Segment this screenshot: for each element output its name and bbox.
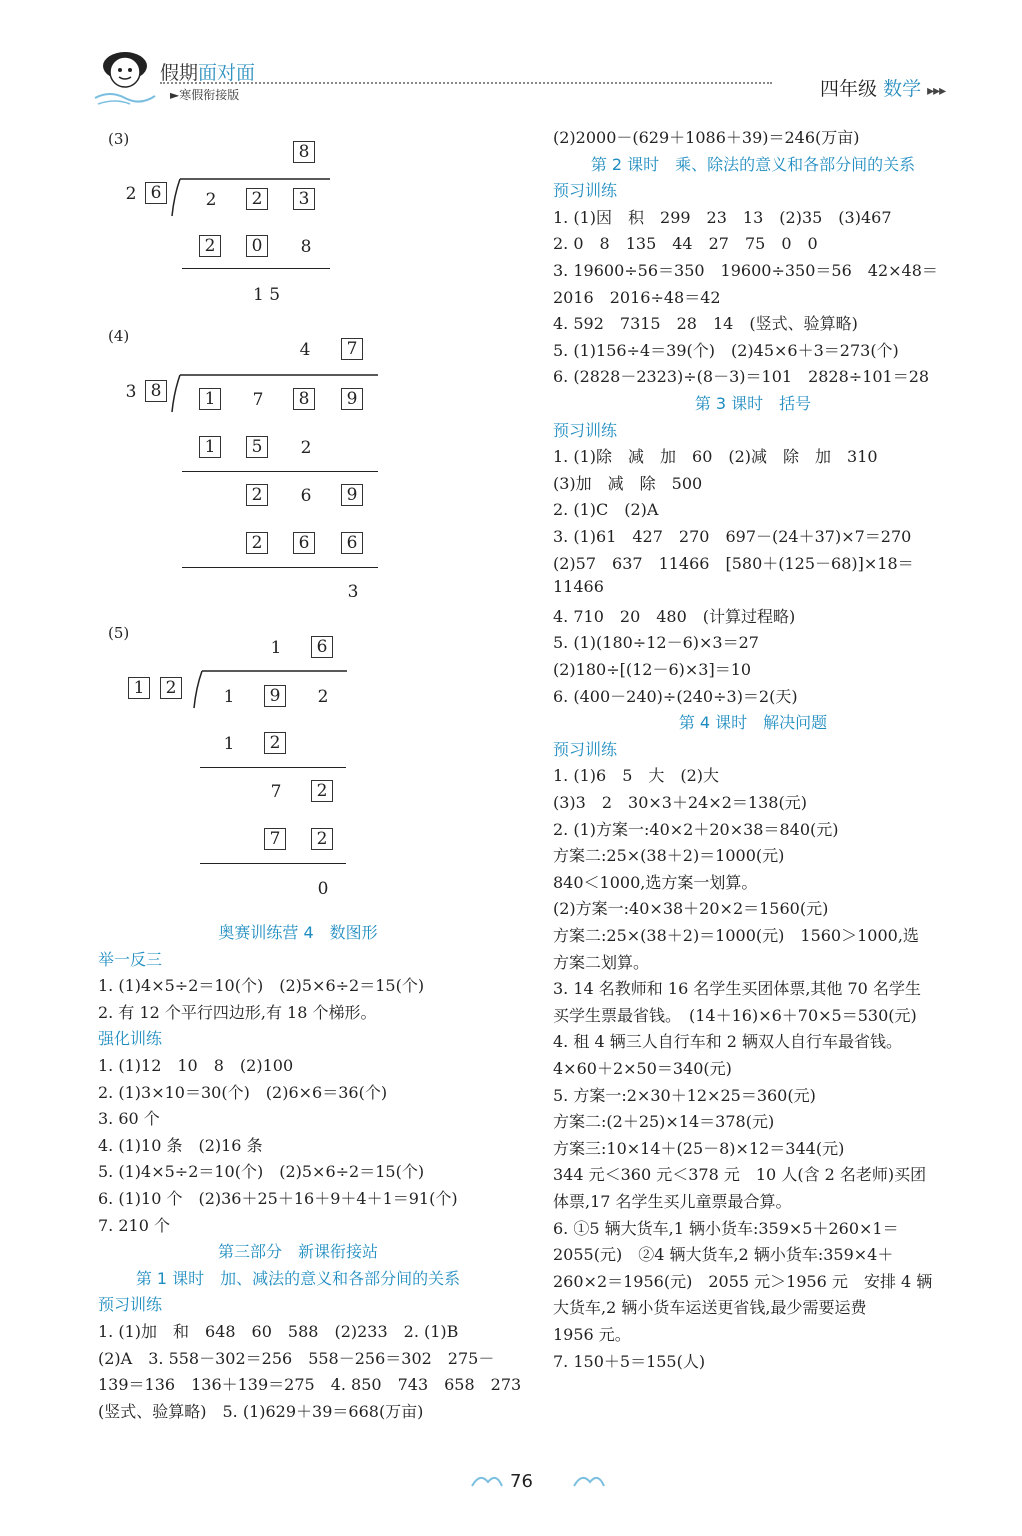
divisor-digit: 8 [145, 380, 167, 402]
answer-line: 1. (1)因 积 299 23 13 (2)35 (3)467 [553, 207, 892, 227]
product-digit: 6 [341, 532, 363, 554]
quotient-digit: 6 [311, 636, 333, 658]
answer-line: 6. (2828－2323)÷(8－3)＝101 2828÷101＝28 [553, 367, 930, 387]
remainder: 1 5 [253, 285, 281, 305]
section-heading: 第 2 课时 乘、除法的意义和各部分间的关系 [590, 154, 916, 174]
difference-digit: 2 [311, 780, 333, 802]
answer-line: (3)加 减 除 500 [553, 473, 703, 493]
answer-line: 7. 210 个 [98, 1215, 170, 1235]
page-ornament-right-icon [572, 1470, 606, 1494]
answer-line: 1. (1)6 5 大 (2)大 [553, 766, 720, 786]
product-digit: 2 [300, 438, 312, 458]
difference-digit: 9 [341, 484, 363, 506]
answer-line: (2)A 3. 558－302＝256 558－256＝302 275－ [98, 1348, 495, 1368]
divisor-digit: 6 [145, 182, 167, 204]
divisor-digit: 3 [125, 382, 137, 402]
answer-line: 方案二:(2＋25)×14＝378(元) [553, 1112, 775, 1132]
answer-line: 840＜1000,选方案一划算。 [553, 872, 758, 892]
answer-line: 4. 710 20 480 (计算过程略) [553, 606, 796, 626]
section-heading: 第三部分 新课衔接站 [217, 1242, 378, 1262]
answer-line: 2. (1)方案一:40×2＋20×38＝840(元) [553, 819, 839, 839]
answer-line: 139＝136 136＋139＝275 4. 850 743 658 273 [98, 1375, 522, 1395]
answer-line: 260×2＝1956(元) 2055 元＞1956 元 安排 4 辆 [553, 1271, 933, 1291]
answer-line: 2. 有 12 个平行四边形,有 18 个梯形。 [98, 1002, 377, 1022]
answer-line: 5. (1)(180÷12－6)×3＝27 [553, 633, 759, 653]
answer-line: 方案二:25×(38＋2)＝1000(元) 1560＞1000,选 [553, 926, 919, 945]
answer-line: (竖式、验算略) 5. (1)629＋39＝668(万亩) [98, 1401, 424, 1421]
answer-line: 4. 592 7315 28 14 (竖式、验算略) [553, 314, 858, 334]
answer-line: 3. (1)61 427 270 697－(24＋37)×7＝270 [553, 527, 912, 546]
answer-line: 6. (1)10 个 (2)36＋25＋16＋9＋4＋1＝91(个) [98, 1189, 458, 1208]
product-digit: 7 [264, 828, 286, 850]
subtraction-line [182, 268, 330, 269]
quotient-digit: 4 [299, 340, 311, 360]
quotient-digit: 1 [270, 638, 282, 658]
page-number: 76 [510, 1471, 533, 1492]
difference-digit: 2 [246, 484, 268, 506]
quotient-digit: 8 [293, 141, 315, 163]
answer-line: (2)方案一:40×38＋20×2＝1560(元) [553, 899, 829, 919]
dividend-digit: 1 [223, 687, 235, 707]
subsection-heading: 举一反三 [98, 949, 163, 969]
dividend-digit: 3 [293, 188, 315, 210]
dividend-digit: 2 [205, 190, 217, 210]
product-digit: 8 [300, 237, 312, 257]
subsection-heading: 预习训练 [553, 181, 618, 201]
dividend-digit: 2 [317, 687, 329, 707]
answer-line: 1. (1)12 10 8 (2)100 [98, 1056, 294, 1075]
dividend-digit: 8 [293, 388, 315, 410]
dividend-digit: 7 [252, 390, 264, 410]
remainder: 3 [347, 582, 359, 602]
answer-line: 4×60＋2×50＝340(元) [553, 1059, 732, 1078]
answer-line: 7. 150＋5＝155(人) [553, 1351, 706, 1371]
answer-line: 方案二划算。 [553, 952, 650, 972]
cartoon-logo-icon [90, 40, 160, 114]
dividend-digit: 9 [264, 685, 286, 707]
quotient-digit: 7 [341, 338, 363, 360]
section-heading: 第 1 课时 加、减法的意义和各部分间的关系 [135, 1268, 461, 1288]
answer-line: 1. (1)除 减 加 60 (2)减 除 加 310 [553, 447, 878, 467]
answer-line: (2)57 637 11466 [580＋(125－68)]×18＝ [553, 553, 914, 573]
answer-line: (2)2000－(629＋1086＋39)＝246(万亩) [553, 128, 860, 147]
answer-line: (2)180÷[(12－6)×3]＝10 [553, 660, 752, 679]
page-ornament-left-icon [470, 1470, 504, 1494]
answer-line: (3)3 2 30×3＋24×2＝138(元) [553, 793, 807, 812]
subsection-heading: 强化训练 [98, 1029, 163, 1049]
answer-line: 方案二:25×(38＋2)＝1000(元) [553, 846, 785, 866]
book-subtitle: ►寒假衔接版 [170, 88, 240, 102]
answer-line: 2. 0 8 135 44 27 75 0 0 [553, 234, 818, 254]
answer-line: 5. 方案一:2×30＋12×25＝360(元) [553, 1085, 816, 1105]
difference-digit: 7 [270, 782, 282, 802]
problem-label-3: (3) [108, 130, 130, 148]
subsection-heading: 预习训练 [553, 420, 618, 440]
section-heading: 奥赛训练营 4 数图形 [218, 923, 378, 942]
product-digit: 1 [199, 436, 221, 458]
answer-line: 6. ①5 辆大货车,1 辆小货车:359×5＋260×1＝ [553, 1218, 899, 1238]
answer-line: 1. (1)加 和 648 60 588 (2)233 2. (1)B [98, 1322, 459, 1341]
answer-line: 344 元＜360 元＜378 元 10 人(含 2 名老师)买团 [553, 1165, 927, 1185]
section-heading: 第 3 课时 括号 [694, 394, 812, 413]
problem-label-4: (4) [108, 327, 130, 345]
header-divider [160, 82, 772, 84]
answer-line: 5. (1)4×5÷2＝10(个) (2)5×6÷2＝15(个) [98, 1162, 425, 1182]
difference-digit: 6 [300, 486, 312, 506]
answer-line: 11466 [553, 577, 604, 597]
answer-line: 3. 19600÷56＝350 19600÷350＝56 42×48＝ [553, 261, 938, 280]
remainder: 0 [317, 879, 329, 899]
answer-line: 2. (1)C (2)A [553, 500, 659, 520]
answer-line: 1956 元。 [553, 1325, 631, 1344]
product-digit: 5 [246, 436, 268, 458]
section-heading: 第 4 课时 解决问题 [678, 713, 828, 733]
answer-line: 2016 2016÷48＝42 [553, 287, 721, 307]
answer-line: 5. (1)156÷4＝39(个) (2)45×6＋3＝273(个) [553, 340, 899, 360]
subtraction-line [200, 767, 346, 768]
divisor-digit: 2 [160, 677, 182, 699]
answer-line: 4. 租 4 辆三人自行车和 2 辆双人自行车最省钱。 [553, 1032, 903, 1052]
divisor-digit: 1 [128, 677, 150, 699]
answer-line: 2055(元) ②4 辆大货车,2 辆小货车:359×4＋ [553, 1245, 894, 1265]
subsection-heading: 预习训练 [98, 1295, 163, 1315]
subsection-heading: 预习训练 [553, 739, 618, 759]
dividend-digit: 9 [341, 388, 363, 410]
answer-line: 2. (1)3×10＝30(个) (2)6×6＝36(个) [98, 1082, 388, 1102]
problem-label-5: (5) [108, 624, 130, 642]
subtraction-line [182, 567, 378, 568]
dividend-digit: 2 [246, 188, 268, 210]
book-title: 假期面对面 [160, 62, 256, 84]
product-digit: 2 [264, 732, 286, 754]
answer-line: 3. 60 个 [98, 1109, 160, 1129]
dividend-digit: 1 [199, 388, 221, 410]
product-digit: 2 [311, 828, 333, 850]
product-digit: 6 [293, 532, 315, 554]
divisor-digit: 2 [125, 184, 137, 204]
subtraction-line [182, 471, 378, 472]
answer-line: 6. (400－240)÷(240÷3)＝2(天) [553, 686, 798, 706]
answer-line: 4. (1)10 条 (2)16 条 [98, 1135, 263, 1155]
product-digit: 1 [223, 734, 235, 754]
answer-line: 方案三:10×14＋(25－8)×12＝344(元) [553, 1138, 845, 1158]
product-digit: 2 [246, 532, 268, 554]
answer-line: 买学生票最省钱。 (14＋16)×6＋70×5＝530(元) [553, 1005, 917, 1025]
answer-line: 体票,17 名学生买儿童票最合算。 [553, 1192, 792, 1211]
answer-line: 1. (1)4×5÷2＝10(个) (2)5×6÷2＝15(个) [98, 976, 425, 996]
subtraction-line [200, 863, 346, 864]
grade-subject: 四年级 数学 ▸▸▸ [820, 78, 946, 100]
product-digit: 0 [246, 235, 268, 257]
answer-line: 3. 14 名教师和 16 名学生买团体票,其他 70 名学生 [553, 979, 921, 999]
answer-line: 大货车,2 辆小货车运送更省钱,最少需要运费 [553, 1298, 867, 1318]
product-digit: 2 [199, 235, 221, 257]
